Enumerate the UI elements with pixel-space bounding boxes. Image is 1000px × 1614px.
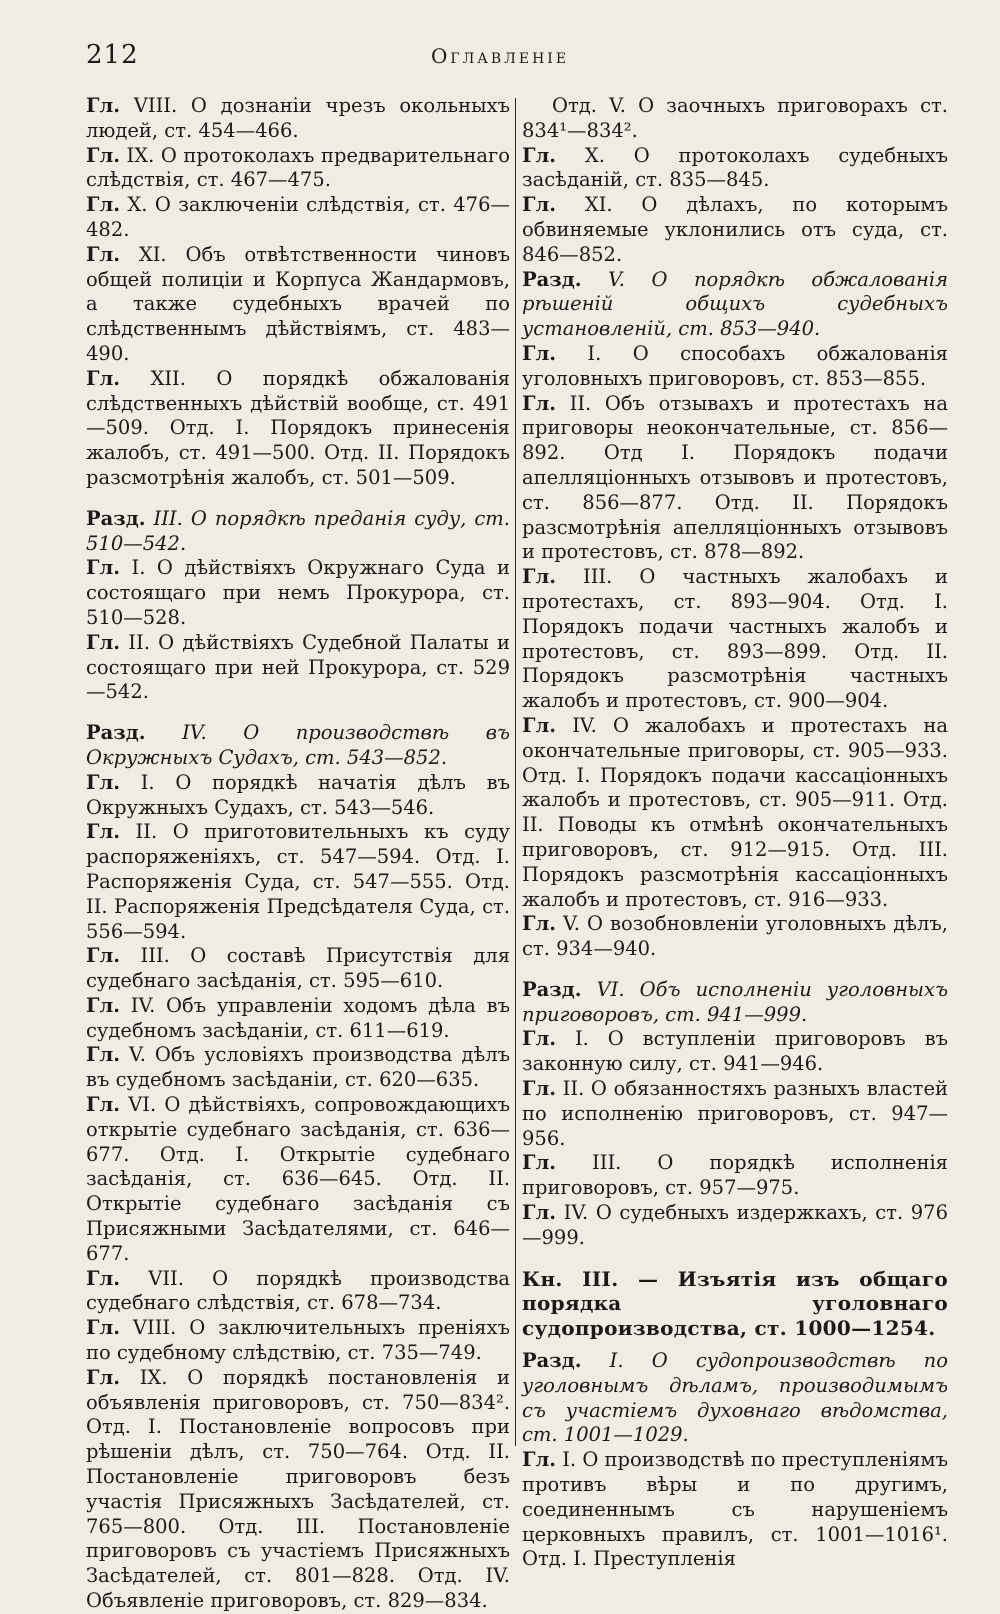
entry-text: IV. О судебныхъ издержкахъ, ст. 976—999. (522, 1201, 948, 1249)
entry-text: IX. О порядкѣ постановленія и объявленія приговоровъ, ст. 750—834². Отд. I. Постановленіе вопросовъ при рѣшеніи дѣлъ, ст. 750—764. Отд. II. Постановленіе приговоровъ безъ участія Присяжныхъ Засѣдателей, ст. 765—800. Отд. III. Постановленіе приговоровъ съ участіемъ Присяжныхъ Засѣдателей, ст. 801—828. Отд. IV. Объявленіе приговоровъ, ст. 829—834. (86, 1365, 510, 1613)
right-column (522, 94, 948, 1572)
toc-entry (522, 1077, 948, 1151)
entry-label: Гл. (86, 1093, 121, 1117)
section-label: Разд. (522, 977, 582, 1001)
entry-label: Гл. (86, 366, 121, 390)
section-label: Разд. (522, 1349, 582, 1373)
entry-label: Гл. (86, 94, 121, 117)
toc-entry (86, 944, 510, 994)
entry-label: Гл. (86, 242, 121, 266)
toc-entry (522, 565, 948, 714)
entry-text: X. О заключеніи слѣдствія, ст. 476—482. (86, 193, 510, 241)
toc-book (522, 1267, 948, 1341)
entry-label: Гл. (86, 944, 121, 968)
toc-entry (86, 94, 510, 144)
book-text: III. — Изъятія изъ общаго порядка уголовнаго судопроизводства, ст. 1000—1254. (522, 1266, 948, 1341)
toc-entry (522, 912, 948, 962)
entry-label: Гл. (86, 143, 121, 167)
entry-label: Гл. (522, 341, 557, 365)
entry-label: Гл. (522, 1027, 557, 1051)
entry-label: Гл. (86, 1316, 121, 1340)
entry-label: Гл. (86, 1365, 121, 1389)
toc-entry (522, 1027, 948, 1077)
section-text: IV. О производствѣ въ Окружныхъ Судахъ, ст. 543—852. (86, 721, 510, 769)
entry-text: I. О способахъ обжалованія уголовныхъ приговоровъ, ст. 853—855. (522, 341, 948, 390)
toc-entry (86, 193, 510, 243)
toc-entry (86, 1366, 510, 1614)
entry-text: VIII. О заключительныхъ преніяхъ по судебному слѣдствію, ст. 735—749. (86, 1316, 510, 1365)
left-column (86, 94, 510, 1614)
section-label: Разд. (522, 267, 582, 291)
entry-label: Гл. (522, 143, 557, 167)
section-label: Разд. (86, 721, 146, 745)
entry-text: I. О производствѣ по преступленіямъ противъ вѣры и по другимъ, соединеннымъ съ нарушеніемъ церковныхъ правилъ, ст. 1001—1016¹. Отд. I. Преступленія (522, 1448, 948, 1571)
entry-text: IX. О протоколахъ предварительнаго слѣдствія, ст. 467—475. (86, 143, 510, 192)
entry-text: VIII. О дознаніи чрезъ окольныхъ людей, ст. 454—466. (86, 94, 510, 142)
entry-text: III. О составѣ Присутствія для судебнаго засѣданія, ст. 595—610. (86, 944, 510, 993)
entry-text: XI. Объ отвѣтственности чиновъ общей полиціи и Корпуса Жандармовъ, а также судебныхъ врачей по слѣдственнымъ дѣйствіямъ, ст. 483—490. (86, 242, 510, 365)
entry-text: III. О частныхъ жалобахъ и протестахъ, ст. 893—904. Отд. I. Порядокъ подачи частныхъ жалобъ и протестовъ, ст. 893—899. Отд. II. Порядокъ разсмотрѣнія частныхъ жалобъ и протестовъ, ст. 900—904. (522, 565, 948, 713)
entry-text: VI. О дѣйствіяхъ, сопровождающихъ открытіе судебнаго засѣданія, ст. 636—677. Отд. I. Открытіе судебнаго засѣданія, ст. 636—645. Отд. II. Открытіе судебнаго засѣданія съ Присяжными Засѣдателями, ст. 646—677. (86, 1093, 510, 1265)
section-label: Разд. (86, 506, 146, 530)
entry-text: I. О порядкѣ начатія дѣлъ въ Окружныхъ Судахъ, ст. 543—546. (86, 770, 510, 819)
toc-entry (86, 631, 510, 705)
toc-entry (522, 193, 948, 267)
toc-section (86, 721, 510, 771)
entry-text: V. О возобновленіи уголовныхъ дѣлъ, ст. 934—940. (522, 912, 948, 961)
section-text: VI. Объ исполненіи уголовныхъ приговоровъ, ст. 941—999. (522, 977, 948, 1026)
entry-text: XII. О порядкѣ обжалованія слѣдственныхъ дѣйствій вообще, ст. 491—509. Отд. I. Порядокъ принесенія жалобъ, ст. 491—500. Отд. II. Порядокъ разсмотрѣнія жалобъ, ст. 501—509. (86, 366, 510, 489)
page-header (0, 40, 1000, 80)
entry-label: Гл. (522, 193, 557, 217)
toc-section (522, 978, 948, 1028)
toc-entry (86, 1043, 510, 1093)
toc-entry (86, 367, 510, 491)
entry-text: II. О приготовительныхъ къ суду распоряженіяхъ, ст. 547—594. Отд. I. Распоряженія Суда, ст. 547—555. Отд. II. Распоряженія Предсѣдателя Суда, ст. 556—594. (86, 820, 510, 943)
toc-entry (86, 144, 510, 194)
toc-entry (86, 994, 510, 1044)
page-number: 212 (86, 40, 139, 70)
entry-text: Отд. V. О заочныхъ приговорахъ ст. 834¹—834². (522, 94, 948, 142)
entry-label: Гл. (86, 556, 121, 580)
toc-entry (522, 1448, 948, 1572)
entry-text: XI. О дѣлахъ, по которымъ обвиняемые уклонились отъ суда, ст. 846—852. (522, 193, 948, 266)
section-text: I. О судопроизводствѣ по уголовнымъ дѣламъ, производимымъ съ участіемъ духовнаго вѣдомства, ст. 1001—1029. (522, 1349, 948, 1447)
entry-text: II. О обязанностяхъ разныхъ властей по исполненію приговоровъ, ст. 947—956. (522, 1077, 948, 1150)
toc-entry (86, 556, 510, 630)
entry-label: Гл. (522, 565, 557, 589)
toc-section (522, 268, 948, 342)
entry-label: Гл. (522, 391, 557, 415)
toc-entry (86, 243, 510, 367)
entry-label: Гл. (86, 193, 121, 217)
section-text: III. О порядкѣ преданія суду, ст. 510—542. (86, 506, 510, 555)
entry-text: X. О протоколахъ судебныхъ засѣданій, ст. 835—845. (522, 143, 948, 192)
toc-entry (522, 392, 948, 566)
running-title: Оглавленіе (430, 44, 570, 68)
entry-label: Гл. (86, 993, 121, 1017)
toc-entry (522, 1201, 948, 1251)
toc-entry (522, 1151, 948, 1201)
entry-label: Гл. (522, 713, 557, 737)
entry-text: V. Объ условіяхъ производства дѣлъ въ судебномъ засѣданіи, ст. 620—635. (86, 1043, 510, 1092)
book-label: Кн. (522, 1266, 563, 1291)
entry-label: Гл. (86, 1043, 121, 1067)
section-text: V. О порядкѣ обжалованія рѣшеній общихъ судебныхъ установленій, ст. 853—940. (522, 267, 948, 341)
toc-entry (522, 144, 948, 194)
toc-section (86, 507, 510, 557)
toc-entry (86, 1267, 510, 1317)
entry-text: IV. О жалобахъ и протестахъ на окончательные приговоры, ст. 905—933. Отд. I. Порядокъ подачи кассаціонныхъ жалобъ и протестовъ, ст. 905—911. Отд. II. Поводы къ отмѣнѣ окончательныхъ приговоровъ, ст. 912—915. Отд. III. Порядокъ разсмотрѣнія кассаціонныхъ жалобъ и протестовъ, ст. 916—933. (522, 713, 948, 911)
entry-label: Гл. (522, 912, 557, 936)
toc-entry (522, 342, 948, 392)
entry-label: Гл. (522, 1201, 557, 1225)
toc-entry (522, 94, 948, 144)
toc-section (522, 1349, 948, 1448)
entry-text: I. О вступленіи приговоровъ въ законную силу, ст. 941—946. (522, 1027, 948, 1076)
entry-text: I. О дѣйствіяхъ Окружнаго Суда и состоящаго при немъ Прокурора, ст. 510—528. (86, 556, 510, 629)
entry-label: Гл. (522, 1077, 557, 1101)
entry-label: Гл. (86, 1266, 121, 1290)
entry-label: Гл. (522, 1448, 557, 1472)
entry-label: Гл. (86, 770, 121, 794)
entry-label: Гл. (522, 1151, 557, 1175)
toc-entry (86, 1093, 510, 1267)
toc-entry (86, 771, 510, 821)
toc-entry (522, 714, 948, 912)
column-divider (515, 98, 516, 1446)
entry-text: II. О дѣйствіяхъ Судебной Палаты и состоящаго при ней Прокурора, ст. 529—542. (86, 630, 510, 704)
toc-entry (86, 1316, 510, 1366)
toc-entry (86, 820, 510, 944)
entry-text: VII. О порядкѣ производства судебнаго слѣдствія, ст. 678—734. (86, 1266, 510, 1315)
entry-text: II. Объ отзывахъ и протестахъ на приговоры неокончательные, ст. 856—892. Отд I. Порядокъ подачи апелляціонныхъ отзывовъ и протестовъ, ст. 856—877. Отд. II. Порядокъ разсмотрѣнія апелляціонныхъ отзывовъ и протестовъ, ст. 878—892. (522, 391, 948, 564)
entry-text: III. О порядкѣ исполненія приговоровъ, ст. 957—975. (522, 1151, 948, 1200)
entry-text: IV. Объ управленіи ходомъ дѣла въ судебномъ засѣданіи, ст. 611—619. (86, 993, 510, 1042)
entry-label: Гл. (86, 630, 121, 654)
entry-label: Гл. (86, 820, 121, 844)
